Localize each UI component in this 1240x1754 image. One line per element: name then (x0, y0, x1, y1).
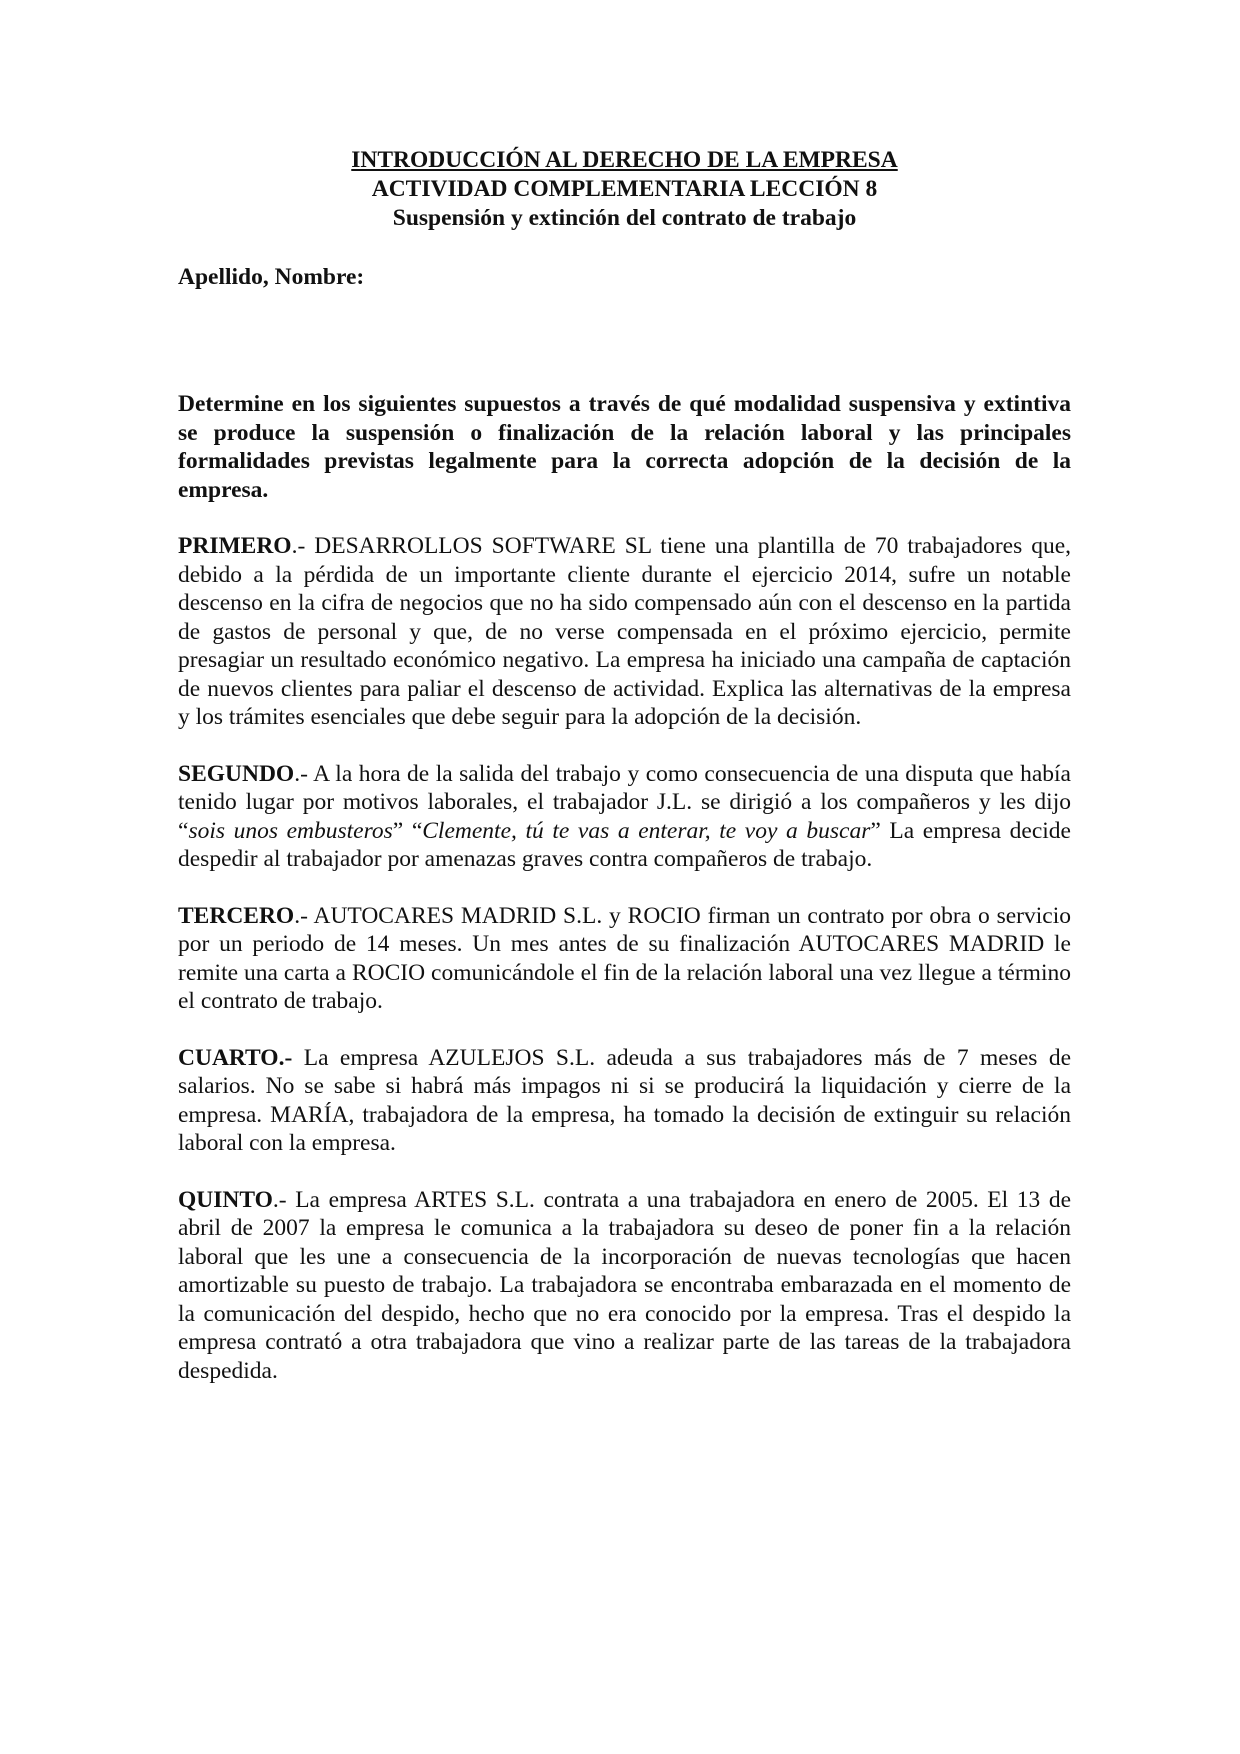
activity-title: ACTIVIDAD COMPLEMENTARIA LECCIÓN 8 (371, 176, 878, 202)
case-quote: sois unos embusteros (188, 817, 393, 844)
case-label: PRIMERO (178, 533, 292, 559)
case-label: CUARTO.- (178, 1044, 293, 1071)
instructions-paragraph: Determine en los siguientes supuestos a través de qué modalidad suspensiva y extintiva se produce la suspensión o finalización de la relación laboral y las principales formalidades previstas legalmente para la correcta adopción de la decisión de la empresa. (178, 391, 1071, 503)
case-text: AUTOCARES MADRID S.L. y ROCIO firman un contrato por obra o servicio por un periodo de 14 meses. Un mes antes de su finalización AUTOCARES MADRID le remite una carta a ROCIO comunicándole el fin de la relación laboral una vez llegue a término el contrato de trabajo. (178, 902, 1071, 1014)
case-label: TERCERO (178, 902, 295, 929)
case-text: A la hora de la salida del trabajo y como consecuencia de una disputa que había tenido lugar por motivos laborales, el trabajador J.L. se dirigió a los compañeros y les dijo “ (178, 760, 1071, 844)
case-text: ” “ (392, 817, 423, 844)
case-label: QUINTO (178, 1186, 273, 1213)
case-label: SEGUNDO (178, 760, 295, 787)
case-separator: .- (272, 1186, 296, 1213)
document-header (178, 146, 1071, 233)
case-text: ” La empresa decide despedir al trabajador por amenazas graves contra compañeros de trabajo. (178, 817, 1071, 872)
name-field-label: Apellido, Nombre: (178, 264, 365, 290)
case-separator (292, 1045, 303, 1071)
case-quinto (178, 1186, 1071, 1386)
case-segundo (178, 760, 1071, 874)
course-title: INTRODUCCIÓN AL DERECHO DE LA EMPRESA (351, 147, 898, 173)
case-separator: .- (294, 902, 314, 929)
case-separator: .- (291, 533, 315, 559)
case-primero (178, 532, 1071, 732)
case-cuarto (178, 1044, 1071, 1158)
case-quote: Clemente, tú te vas a enterar, te voy a buscar (422, 817, 871, 844)
case-tercero (178, 902, 1071, 1016)
lesson-subtitle: Suspensión y extinción del contrato de trabajo (392, 205, 857, 231)
case-text: La empresa ARTES S.L. contrata a una trabajadora en enero de 2005. El 13 de abril de 2007 la empresa le comunica a la trabajadora su deseo de poner fin a la relación laboral que les une a consecuencia de la incorporación de nuevas tecnologías que hacen amortizable su puesto de trabajo. La trabajadora se encontraba embarazada en el momento de la comunicación del despido, hecho que no era conocido por la empresa. Tras el despido la empresa contrató a otra trabajadora que vino a realizar parte de las tareas de la trabajadora despedida. (178, 1186, 1072, 1384)
document-page (178, 146, 1071, 1385)
case-text: DESARROLLOS SOFTWARE SL tiene una plantilla de 70 trabajadores que, debido a la pérdida de un importante cliente durante el ejercicio 2014, sufre un notable descenso en la cifra de negocios que no ha sido compensado aún con el descenso en la partida de gastos de personal y que, de no verse compensada en el próximo ejercicio, permite presagiar un resultado económico negativo. La empresa ha iniciado una campaña de captación de nuevos clientes para paliar el descenso de actividad. Explica las alternativas de la empresa y los trámites esenciales que debe seguir para la adopción de la decisión. (178, 533, 1072, 730)
case-text: La empresa AZULEJOS S.L. adeuda a sus trabajadores más de 7 meses de salarios. No se sabe si habrá más impagos ni si se producirá la liquidación y cierre de la empresa. MARÍA, trabajadora de la empresa, ha tomado la decisión de extinguir su relación laboral con la empresa. (178, 1044, 1072, 1156)
case-separator: .- (294, 760, 314, 787)
